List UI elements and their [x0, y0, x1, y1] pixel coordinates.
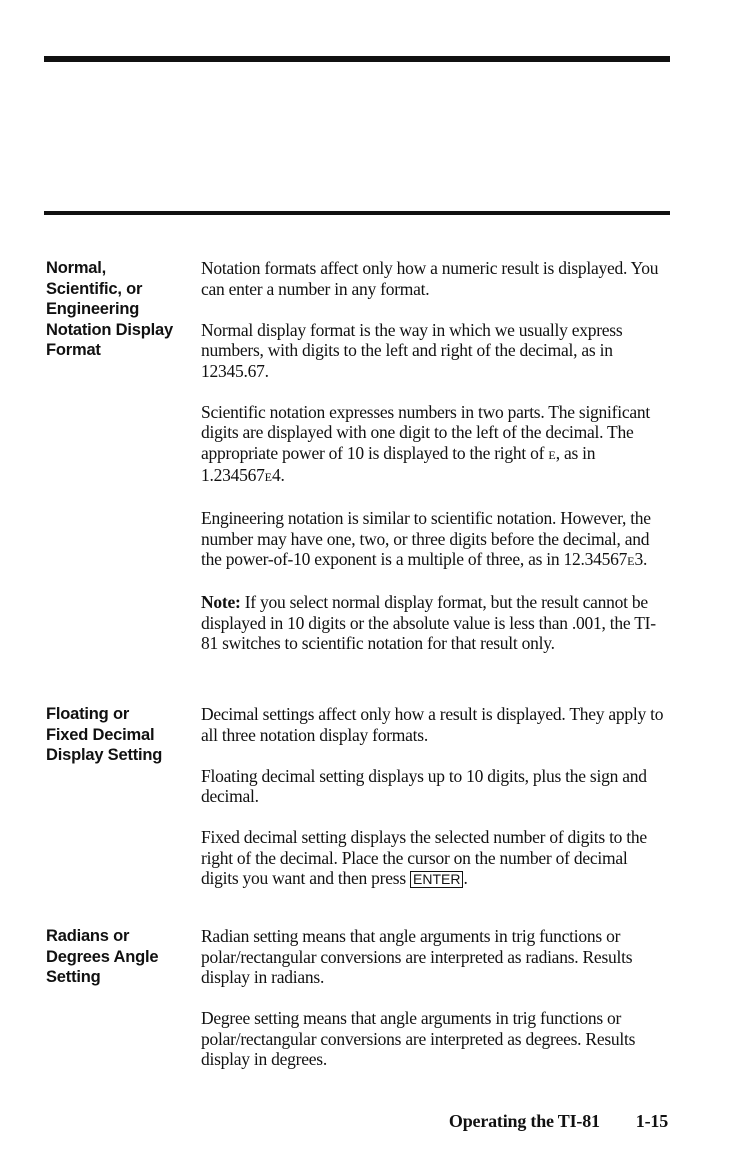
paragraph: Notation formats affect only how a numeric result is displayed. You can enter a number in any format.	[201, 258, 659, 299]
section-body	[201, 926, 666, 1070]
page-number: 1-15	[635, 1111, 668, 1131]
enter-key-icon: ENTER	[410, 871, 463, 888]
section-body	[201, 704, 666, 889]
note-label: Note:	[201, 592, 241, 612]
section-heading: Floating or Fixed Decimal Display Setting	[46, 705, 163, 764]
section-body	[201, 258, 666, 654]
page-footer	[449, 1111, 668, 1132]
paragraph: Floating decimal setting displays up to 10 digits, plus the sign and decimal.	[201, 765, 647, 806]
paragraph: Scientific notation expresses numbers in two parts. The significant digits are displayed with one digit to the left of the decimal. The appropriate power of 10 is displayed to the right of E, as in 1.234567E4.	[201, 401, 651, 485]
footer-title: Operating the TI-81	[448, 1111, 600, 1131]
paragraph: Degree setting means that angle arguments in trig functions or polar/rectangular conversions are interpreted as degrees. Results display in degrees.	[201, 1008, 636, 1069]
section-heading: Normal, Scientific, or Engineering Notation Display Format	[46, 259, 173, 359]
paragraph: Radian setting means that angle arguments in trig functions or polar/rectangular conversions are interpreted as radians. Results display in radians.	[201, 926, 633, 987]
section-heading: Radians or Degrees Angle Setting	[46, 927, 159, 986]
exponent-symbol: E	[264, 470, 272, 484]
paragraph: Engineering notation is similar to scientific notation. However, the number may have one, two, or three digits before the decimal, and the power-of-10 exponent is a multiple of three, as in 12.34567E3.	[201, 508, 651, 569]
header-rule	[44, 211, 670, 215]
exponent-symbol: E	[548, 447, 556, 462]
note-paragraph: Note: If you select normal display format, but the result cannot be displayed in 10 digits or the absolute value is less than .001, the TI-81 switches to scientific notation for that result only.	[201, 592, 656, 653]
exponent-symbol: E	[627, 554, 635, 568]
paragraph: Fixed decimal setting displays the selected number of digits to the right of the decimal. Place the cursor on the number of decimal digits you want and then press ENTER .	[201, 827, 647, 888]
paragraph: Normal display format is the way in which we usually express numbers, with digits to the left and right of the decimal, as in 12345.67.	[201, 319, 623, 381]
paragraph: Decimal settings affect only how a result is displayed. They apply to all three notation display formats.	[201, 704, 664, 745]
top-rule	[44, 56, 670, 62]
